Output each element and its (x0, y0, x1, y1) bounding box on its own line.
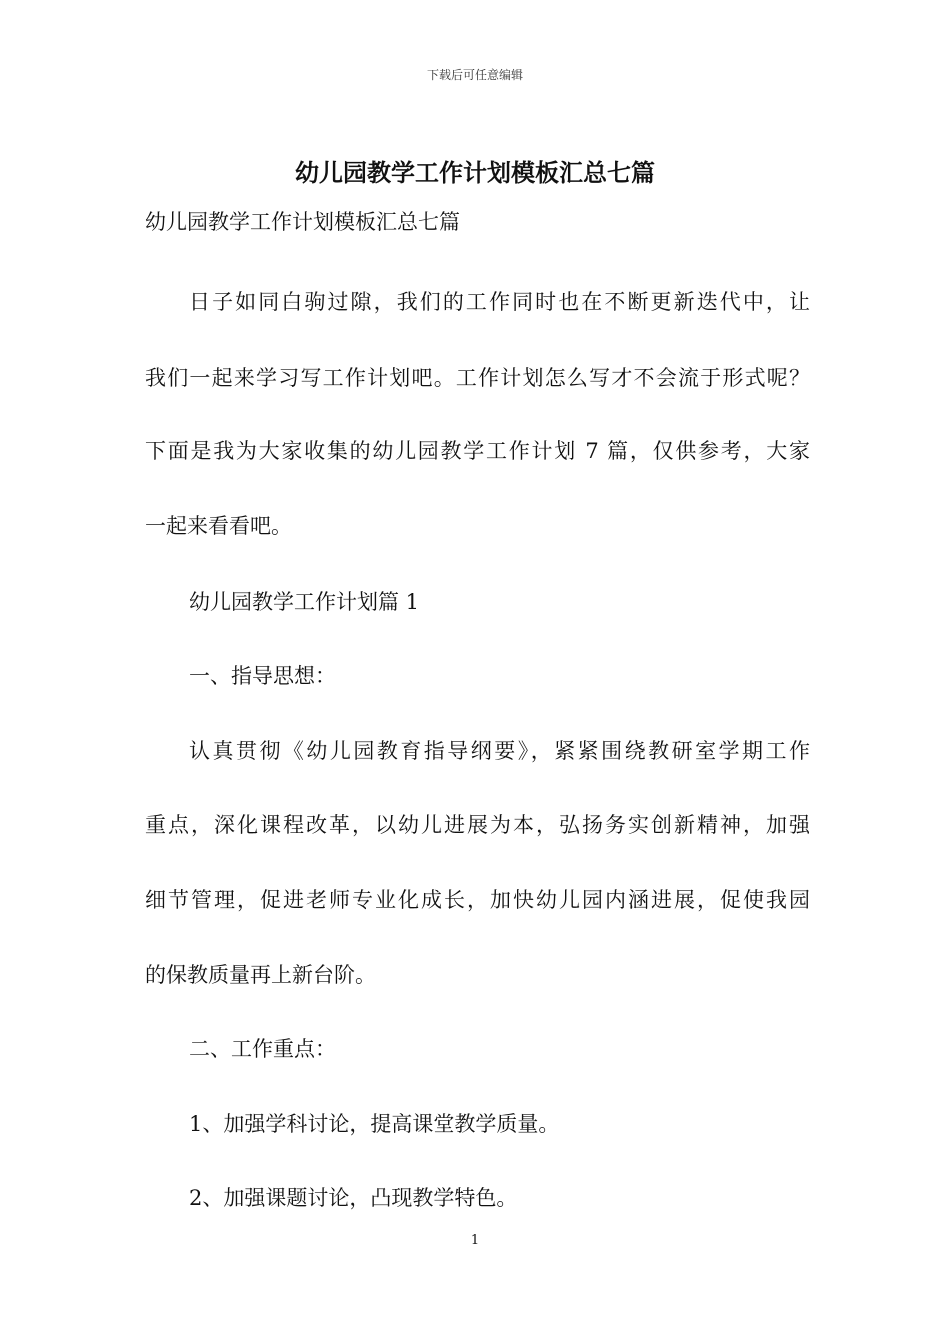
paragraph-line: 我们一起来学习写工作计划吧。工作计划怎么写才不会流于形式呢？ (145, 366, 810, 390)
paragraph-line: 认真贯彻《幼儿园教育指导纲要》，紧紧围绕教研室学期工作 (189, 739, 810, 763)
section-heading: 二、工作重点： (189, 1037, 336, 1061)
paragraph-line: 的保教质量再上新台阶。 (145, 963, 376, 987)
list-item: 1、加强学科讨论，提高课堂教学质量。 (189, 1112, 560, 1136)
paragraph-line: 下面是我为大家收集的幼儿园教学工作计划 7 篇，仅供参考，大家 (145, 439, 810, 463)
paragraph-line: 一起来看看吧。 (145, 514, 292, 538)
section-heading: 幼儿园教学工作计划篇 1 (189, 590, 420, 614)
document-subtitle: 幼儿园教学工作计划模板汇总七篇 (145, 210, 460, 234)
list-item: 2、加强课题讨论，凸现教学特色。 (189, 1186, 518, 1210)
paragraph-line: 日子如同白驹过隙，我们的工作同时也在不断更新迭代中，让 (189, 290, 810, 314)
page-number: 1 (470, 1233, 480, 1248)
paragraph-line: 重点，深化课程改革，以幼儿进展为本，弘扬务实创新精神，加强 (145, 813, 810, 837)
document-title: 幼儿园教学工作计划模板汇总七篇 (295, 158, 655, 187)
section-heading: 一、指导思想： (189, 664, 336, 688)
paragraph-line: 细节管理，促进老师专业化成长，加快幼儿园内涵进展，促使我园 (145, 888, 810, 912)
page-header-note: 下载后可任意编辑 (426, 68, 523, 82)
